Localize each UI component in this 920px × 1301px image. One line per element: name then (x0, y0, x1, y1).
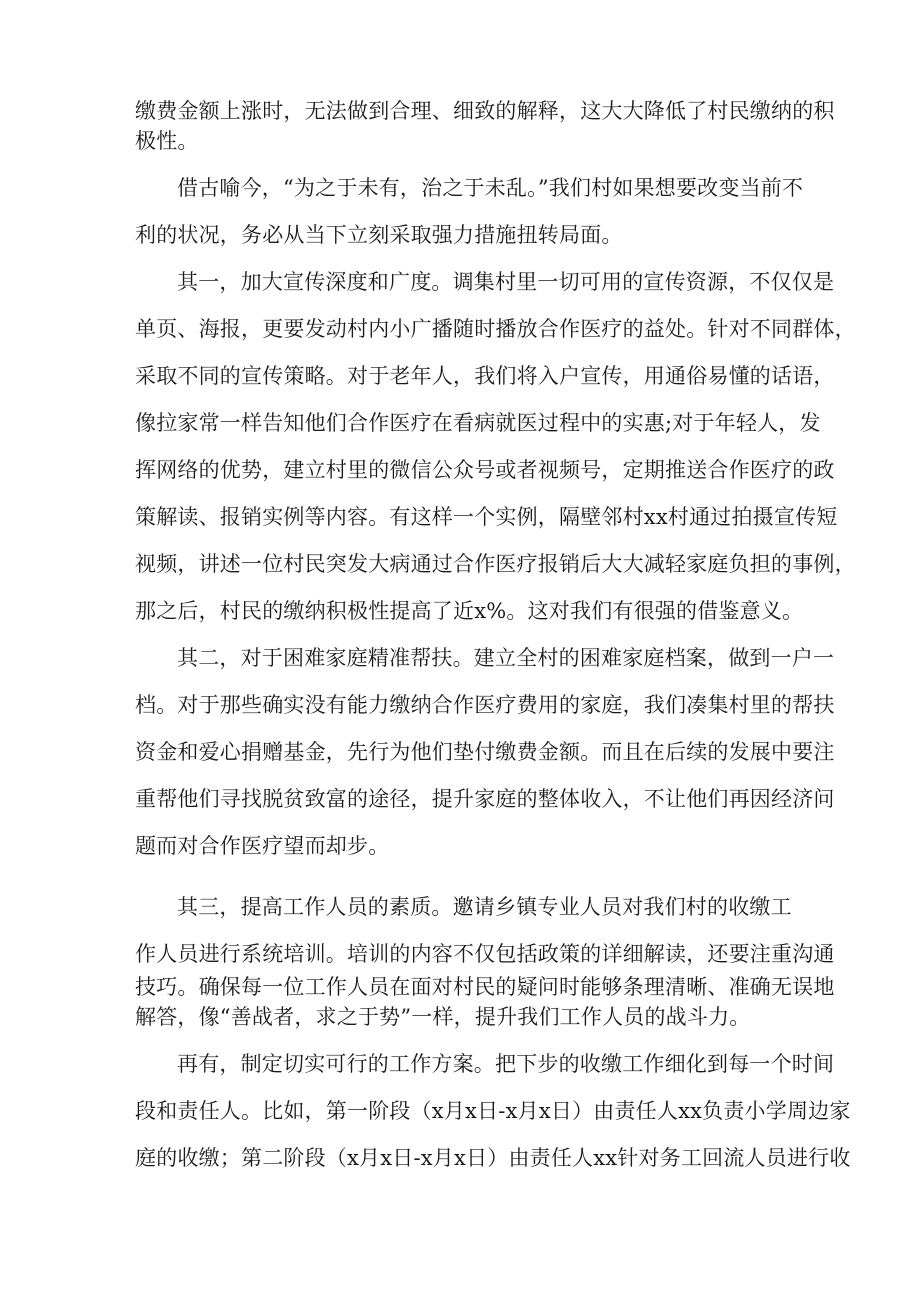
body-text-line: 庭的收缴；第二阶段（x月x日-x月x日）由责任人xx针对务工回流人员进行收 (135, 1146, 851, 1170)
body-text-line: 其二，对于困难家庭精准帮扶。建立全村的困难家庭档案，做到一户一 (177, 646, 835, 670)
body-text-line: 单页、海报，更要发动村内小广播随时播放合作医疗的益处。针对不同群体， (135, 317, 856, 341)
body-text-line: 资金和爱心捐赠基金，先行为他们垫付缴费金额。而且在后续的发展中要注 (135, 740, 835, 764)
body-text-line: 档。对于那些确实没有能力缴纳合作医疗费用的家庭，我们凑集村里的帮扶 (135, 693, 835, 717)
body-text-line: 那之后，村民的缴纳积极性提高了近x%。这对我们有很强的借鉴意义。 (135, 599, 804, 623)
body-text-line: 作人员进行系统培训。培训的内容不仅包括政策的详细解读，还要注重沟通 (135, 942, 835, 966)
body-text-line: 借古喻今，“为之于未有，治之于未乱。”我们村如果想要改变当前不 (177, 176, 804, 200)
body-text-line: 视频，讲述一位村民突发大病通过合作医疗报销后大大减轻家庭负担的事例， (135, 552, 856, 576)
body-text-line: 重帮他们寻找脱贫致富的途径，提升家庭的整体收入，不让他们再因经济问 (135, 787, 835, 811)
body-text-line: 极性。 (135, 129, 199, 153)
body-text-line: 像拉家常一样告知他们合作医疗在看病就医过程中的实惠;对于年轻人，发 (135, 411, 821, 435)
body-text-line: 段和责任人。比如，第一阶段（x月x日-x月x日）由责任人xx负责小学周边家 (135, 1099, 851, 1123)
body-text-line: 其三，提高工作人员的素质。邀请乡镇专业人员对我们村的收缴工 (177, 895, 792, 919)
body-text-line: 技巧。确保每一位工作人员在面对村民的疑问时能够条理清晰、准确无误地 (135, 975, 835, 999)
body-text-line: 题而对合作医疗望而却步。 (135, 834, 390, 858)
body-text-line: 缴费金额上涨时，无法做到合理、细致的解释，这大大降低了村民缴纳的积 (135, 99, 835, 123)
body-text-line: 解答，像“善战者，求之于势”一样，提升我们工作人员的战斗力。 (135, 1005, 751, 1029)
body-text-line: 策解读、报销实例等内容。有这样一个实例，隔壁邻村xx村通过拍摄宣传短 (135, 505, 838, 529)
body-text-line: 采取不同的宣传策略。对于老年人，我们将入户宣传，用通俗易懂的话语， (135, 364, 835, 388)
body-text-line: 其一，加大宣传深度和广度。调集村里一切可用的宣传资源，不仅仅是 (177, 270, 835, 294)
body-text-line: 挥网络的优势，建立村里的微信公众号或者视频号，定期推送合作医疗的政 (135, 458, 835, 482)
body-text-line: 再有，制定切实可行的工作方案。把下步的收缴工作细化到每一个时间 (177, 1052, 835, 1076)
body-text-line: 利的状况，务必从当下立刻采取强力措施扭转局面。 (135, 223, 623, 247)
